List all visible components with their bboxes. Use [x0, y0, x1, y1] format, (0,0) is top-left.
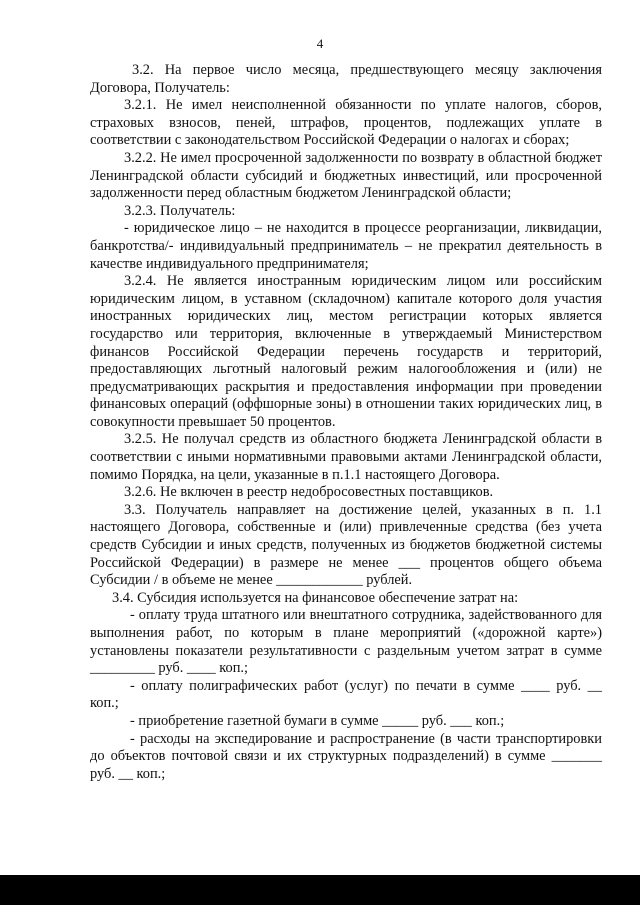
paragraph-3-4-item-labor: - оплату труда штатного или внештатного сотрудника, задействованного для выполнения работ, по которым в плане мероприятий («дорожной карте») установлены показатели результативности с раздельным учетом затрат в сумме _________ руб. ____ коп.;	[90, 607, 602, 677]
paragraph-3-2-6: 3.2.6. Не включен в реестр недобросовестных поставщиков.	[124, 484, 494, 501]
scan-bottom-edge	[0, 875, 640, 905]
page-number: 4	[316, 36, 324, 51]
paragraph-3-4-item-distribution: - расходы на экспедирование и распространение (в части транспортировки до объектов почтовой связи и их структурных подразделений) в сумме _______ руб. __ коп.;	[90, 730, 602, 782]
paragraph-3-4-item-printing: - оплату полиграфических работ (услуг) по печати в сумме ____ руб. __ коп.;	[90, 677, 602, 712]
paragraph-3-2-4: 3.2.4. Не является иностранным юридическим лицом или российским юридическим лицом, в уставном (складочном) капитале которого доля участия иностранных юридических лиц, местом регистрации которых является государство или территория, включенные в утверждаемый Министерством финансов Российской Федерации перечень государств и территорий, предоставляющих льготный налоговый режим налогообложения и (или) не предусматривающих раскрытия и предоставления информации при проведении финансовых операций (оффшорные зоны) в отношении таких юридических лиц, в совокупности превышает 50 процентов.	[90, 273, 602, 430]
paragraph-3-2-2: 3.2.2. Не имел просроченной задолженности по возврату в областной бюджет Ленинградской области субсидий и бюджетных инвестиций, или просроченной задолженности перед областным бюджетом Ленинградской области;	[90, 149, 602, 202]
paragraph-3-4: 3.4. Субсидия используется на финансовое обеспечение затрат на:	[112, 589, 519, 606]
paragraph-3-2-3: 3.2.3. Получатель:	[124, 202, 236, 219]
paragraph-3-2-3-item: - юридическое лицо – не находится в процессе реорганизации, ликвидации, банкротства/- индивидуальный предприниматель – не прекратил деятельность в качестве индивидуального предпринимателя;	[90, 220, 602, 272]
paragraph-3-2-1: 3.2.1. Не имел неисполненной обязанности по уплате налогов, сборов, страховых взносов, пеней, штрафов, процентов, подлежащих уплате в соответствии с законодательством Российской Федерации о налогах и сборах;	[90, 97, 602, 149]
document-body	[90, 62, 602, 783]
paragraph-3-3: 3.3. Получатель направляет на достижение целей, указанных в п. 1.1 настоящего Договора, собственные и (или) привлеченные средства (без учета средств Субсидии и иных средств, полученных из бюджетов бюджетной системы Российской Федерации) в размере не менее ___ процентов общего объема Субсидии / в объеме не менее ____________ рублей.	[90, 501, 602, 589]
paragraph-3-2-5: 3.2.5. Не получал средств из областного бюджета Ленинградской области в соответствии с иными нормативными правовыми актами Ленинградской области, помимо Порядка, на цели, указанные в п.1.1 настоящего Договора.	[90, 431, 602, 483]
paragraph-3-4-item-paper: - приобретение газетной бумаги в сумме _____ руб. ___ коп.;	[130, 712, 505, 729]
paragraph-3-2: 3.2. На первое число месяца, предшествующего месяцу заключения Договора, Получатель:	[90, 62, 602, 96]
